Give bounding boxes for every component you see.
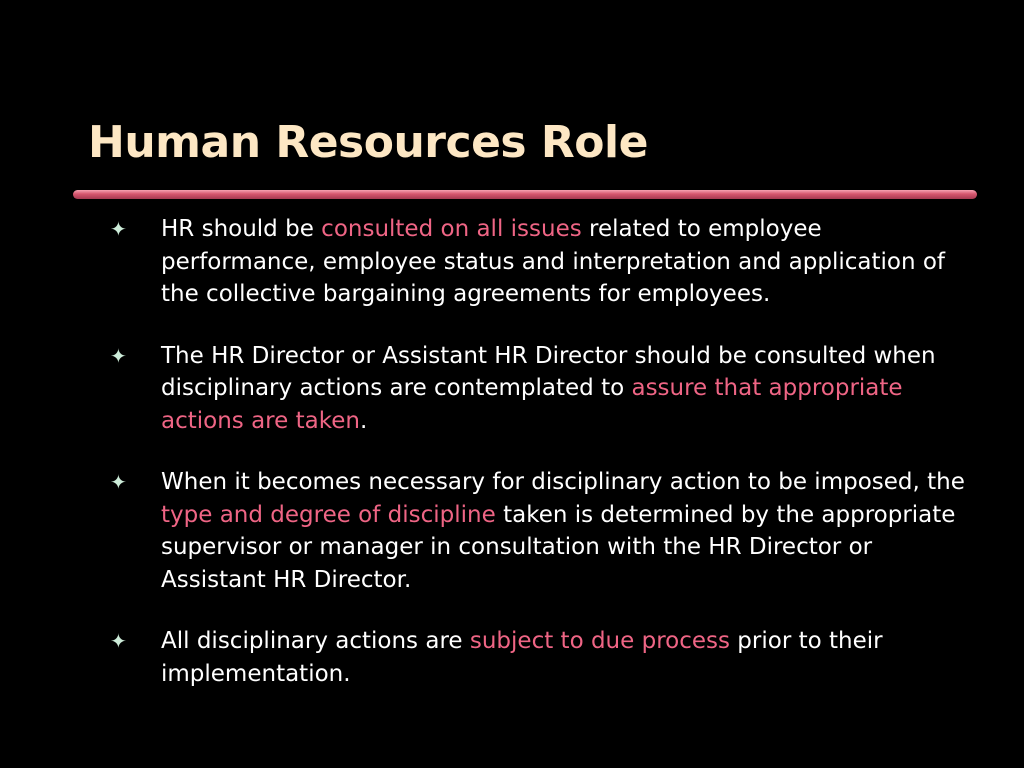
bullet-text-segment: prior to their implementation. — [161, 628, 883, 687]
bullet-text-segment: When it becomes necessary for disciplinary action to be imposed, the — [161, 469, 965, 495]
four-point-star-icon: ✦ — [110, 470, 127, 494]
bullet-item — [108, 625, 968, 690]
bullet-text-segment: HR should be — [161, 216, 322, 242]
four-point-star-icon: ✦ — [110, 217, 127, 241]
bullet-item — [108, 340, 968, 438]
title-divider — [73, 190, 977, 199]
bullet-text-segment: The HR Director or Assistant HR Director should be consulted when disciplinary actions are contemplated to — [161, 342, 936, 401]
bullet-text — [161, 216, 945, 307]
highlighted-phrase: type and degree of discipline — [161, 501, 496, 528]
bullet-text — [161, 628, 883, 687]
bullet-text-segment: . — [359, 407, 368, 434]
bullet-text-segment: related to employee performance, employee status and interpretation and application of the collective bargaining agreements for employees. — [161, 216, 946, 307]
highlighted-phrase: subject to due process — [469, 628, 730, 654]
bullet-item — [108, 213, 968, 311]
bullet-text-segment: All disciplinary actions are — [161, 628, 470, 654]
highlighted-phrase: assure that appropriate actions are taken — [161, 375, 903, 434]
bullet-item — [108, 466, 968, 596]
four-point-star-icon: ✦ — [110, 629, 127, 653]
bullet-text — [161, 343, 936, 434]
four-point-star-icon: ✦ — [110, 343, 127, 368]
highlighted-phrase: consulted on all issues — [321, 216, 582, 242]
bullet-text — [161, 469, 965, 593]
bullet-list — [108, 213, 968, 690]
slide-title: Human Resources Role — [88, 117, 648, 168]
bullet-text-segment: taken is determined by the appropriate supervisor or manager in consultation with the HR Director or Assistant HR Director. — [161, 501, 956, 593]
